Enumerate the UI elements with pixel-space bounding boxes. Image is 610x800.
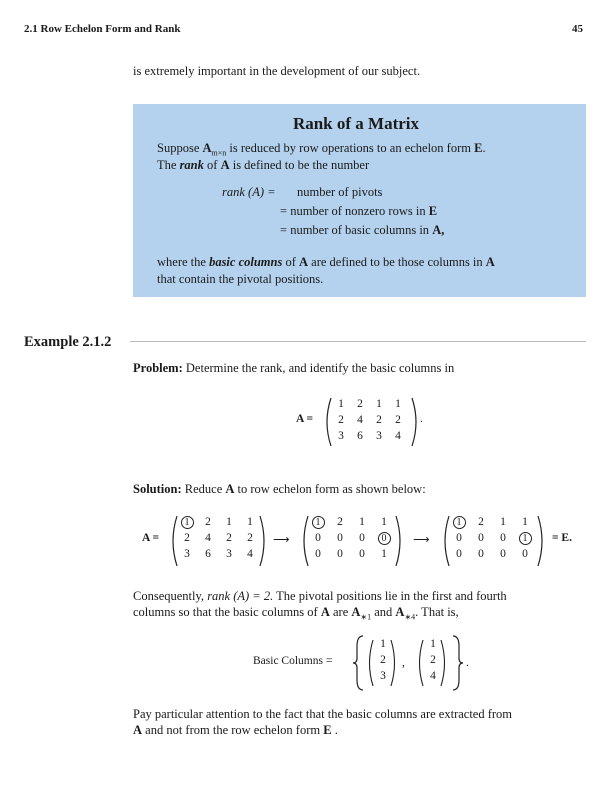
- pivot-circle: 0: [378, 532, 391, 545]
- matrix-cell: 2: [478, 516, 484, 528]
- matrix-cell: 2: [430, 654, 436, 666]
- matrix-cell: 1: [430, 638, 436, 650]
- subscript: ∗4: [404, 612, 416, 622]
- problem-text: Determine the rank, and identify the basic columns in: [185, 361, 455, 375]
- matrix-cell: 1: [376, 398, 382, 410]
- matrix-symbol: A: [142, 532, 150, 544]
- matrix-cell: 1: [500, 516, 506, 528]
- term-rank: rank: [179, 158, 204, 172]
- solution-label: Solution:: [133, 482, 182, 496]
- matrix-symbol: A: [225, 482, 235, 496]
- matrix-cell: 0: [359, 548, 365, 560]
- pivot-circle: 1: [519, 532, 532, 545]
- rank-lhs: [222, 183, 276, 202]
- matrix-symbol: A: [202, 141, 212, 155]
- text: . That is,: [415, 605, 459, 619]
- matrix-cell: 4: [357, 414, 363, 426]
- example-label: Example 2.1.2: [24, 334, 112, 350]
- text: number of nonzero rows in: [290, 204, 426, 218]
- pivot-circle: 1: [181, 516, 194, 529]
- text: where the: [157, 255, 206, 269]
- box-footer-2: that contain the pivotal positions.: [157, 272, 324, 286]
- text: and: [374, 605, 393, 619]
- matrix-cell: 2: [184, 532, 190, 544]
- matrix-cell: 1: [381, 516, 387, 528]
- matrix-cell: 6: [205, 548, 211, 560]
- matrix-cell: 0: [337, 532, 343, 544]
- basic-columns-label: Basic Columns =: [253, 655, 333, 667]
- matrix-cell: 0: [337, 548, 343, 560]
- eq-line-2: = number of nonzero rows in E: [280, 204, 438, 218]
- matrix-cell: 1: [522, 516, 528, 528]
- matrix-symbol: A: [320, 605, 330, 619]
- note-line-2: A and not from the row echelon form E .: [133, 723, 338, 737]
- matrix-symbol: A: [220, 158, 230, 172]
- text: and not from the row echelon form: [145, 723, 321, 737]
- text: is reduced by row operations to an echelon form: [229, 141, 471, 155]
- matrix-cell: 2: [395, 414, 401, 426]
- arrow-1: ⟶: [273, 534, 290, 546]
- section-header: 2.1 Row Echelon Form and Rank: [24, 23, 181, 35]
- term-basic-columns: basic columns: [209, 255, 283, 269]
- matrix-cell: 2: [226, 532, 232, 544]
- text: is defined to be the number: [232, 158, 370, 172]
- text: to row echelon form as shown below:: [237, 482, 426, 496]
- matrix-cell: 0: [456, 532, 462, 544]
- text: columns so that the basic columns of: [133, 605, 318, 619]
- problem-label: Problem:: [133, 361, 183, 375]
- matrix-cell: 1: [247, 516, 253, 528]
- matrix-cell: 2: [357, 398, 363, 410]
- matrix-cell: [180, 516, 194, 529]
- matrix-cell: 1: [380, 638, 386, 650]
- subscript: ∗1: [360, 612, 372, 622]
- matrix-cell: 3: [184, 548, 190, 560]
- matrix-cell: 2: [205, 516, 211, 528]
- matrix-cell: 2: [337, 516, 343, 528]
- text: number of basic columns in: [290, 223, 430, 237]
- matrix-symbol: A: [296, 413, 304, 425]
- matrix-cell: [452, 516, 466, 529]
- echelon-symbol: E: [474, 141, 483, 155]
- matrix-cell: 2: [247, 532, 253, 544]
- matrix-cell: 1: [226, 516, 232, 528]
- rank-result: rank (A) = 2.: [207, 589, 274, 603]
- matrix-symbol: A: [133, 723, 143, 737]
- note-line-1: Pay particular attention to the fact that the basic columns are extracted from: [133, 707, 513, 721]
- matrix-cell: [311, 516, 325, 529]
- text: Reduce: [184, 482, 223, 496]
- solution-line: [133, 480, 426, 499]
- matrix-cell: [377, 532, 391, 545]
- matrix-A-label: A =: [296, 413, 314, 425]
- matrix-cell: 4: [205, 532, 211, 544]
- text: Suppose: [157, 141, 200, 155]
- matrix-cell: 4: [395, 430, 401, 442]
- example-rule: [130, 341, 586, 342]
- column-symbol: A: [351, 605, 361, 619]
- arrow-2: ⟶: [413, 534, 430, 546]
- text: of: [285, 255, 296, 269]
- text: Consequently,: [133, 589, 205, 603]
- matrix-cell: 1: [381, 548, 387, 560]
- matrix-cell: 0: [315, 532, 321, 544]
- matrix-cell: 3: [376, 430, 382, 442]
- matrix-cell: 0: [522, 548, 528, 560]
- equals-E: = E.: [552, 532, 572, 544]
- matrix-cell: 1: [338, 398, 344, 410]
- matrix-cell: 2: [376, 414, 382, 426]
- matrix-cell: 2: [338, 414, 344, 426]
- column-symbol: A: [395, 605, 405, 619]
- chain-A-label: A =: [142, 532, 160, 544]
- matrix-cell: 2: [380, 654, 386, 666]
- matrix-cell: 3: [380, 670, 386, 682]
- eq-line-3: = number of basic columns in A,: [280, 223, 445, 237]
- matrix-cell: 0: [500, 532, 506, 544]
- box-line-1: Suppose $A_{m\times n}$ is reduced by row operations to an echelon form E.: [157, 141, 486, 158]
- matrix-cell: 6: [357, 430, 363, 442]
- box-line-2: [157, 156, 369, 175]
- matrix-cell: 0: [500, 548, 506, 560]
- matrix-cell: 4: [247, 548, 253, 560]
- matrix-cell: [518, 532, 532, 545]
- box-title: Rank of a Matrix: [292, 114, 420, 133]
- matrix-cell: 0: [359, 532, 365, 544]
- problem-line: [133, 359, 454, 378]
- subscript: m×n: [211, 148, 227, 158]
- page-number: 45: [572, 23, 583, 35]
- basic-columns-brackets: [353, 634, 473, 692]
- matrix-symbol: A: [299, 255, 309, 269]
- matrix-cell: 1: [395, 398, 401, 410]
- text: are defined to be those columns in: [311, 255, 483, 269]
- echelon-symbol: E: [323, 723, 332, 737]
- pivot-circle: 1: [453, 516, 466, 529]
- conseq-line-2: [133, 603, 459, 627]
- matrix-cell: 1: [359, 516, 365, 528]
- text: The pivotal positions lie in the first and fourth: [276, 589, 507, 603]
- matrix-cell: 3: [226, 548, 232, 560]
- eq-line-1: number of pivots: [297, 185, 383, 199]
- text: The: [157, 158, 177, 172]
- rank-expression: rank (A) =: [222, 185, 276, 199]
- matrix-cell: 3: [338, 430, 344, 442]
- text: of: [207, 158, 218, 172]
- matrix-cell: 0: [478, 548, 484, 560]
- matrix-symbol: A: [432, 223, 442, 237]
- matrix-cell: 4: [430, 670, 436, 682]
- matrix-cell: 0: [315, 548, 321, 560]
- pivot-circle: 1: [312, 516, 325, 529]
- matrix-symbol: A: [485, 255, 495, 269]
- matrix-cell: 0: [478, 532, 484, 544]
- intro-text: is extremely important in the development of our subject.: [133, 64, 421, 78]
- matrix-cell: 0: [456, 548, 462, 560]
- echelon-symbol: E: [428, 204, 438, 218]
- text: are: [332, 605, 349, 619]
